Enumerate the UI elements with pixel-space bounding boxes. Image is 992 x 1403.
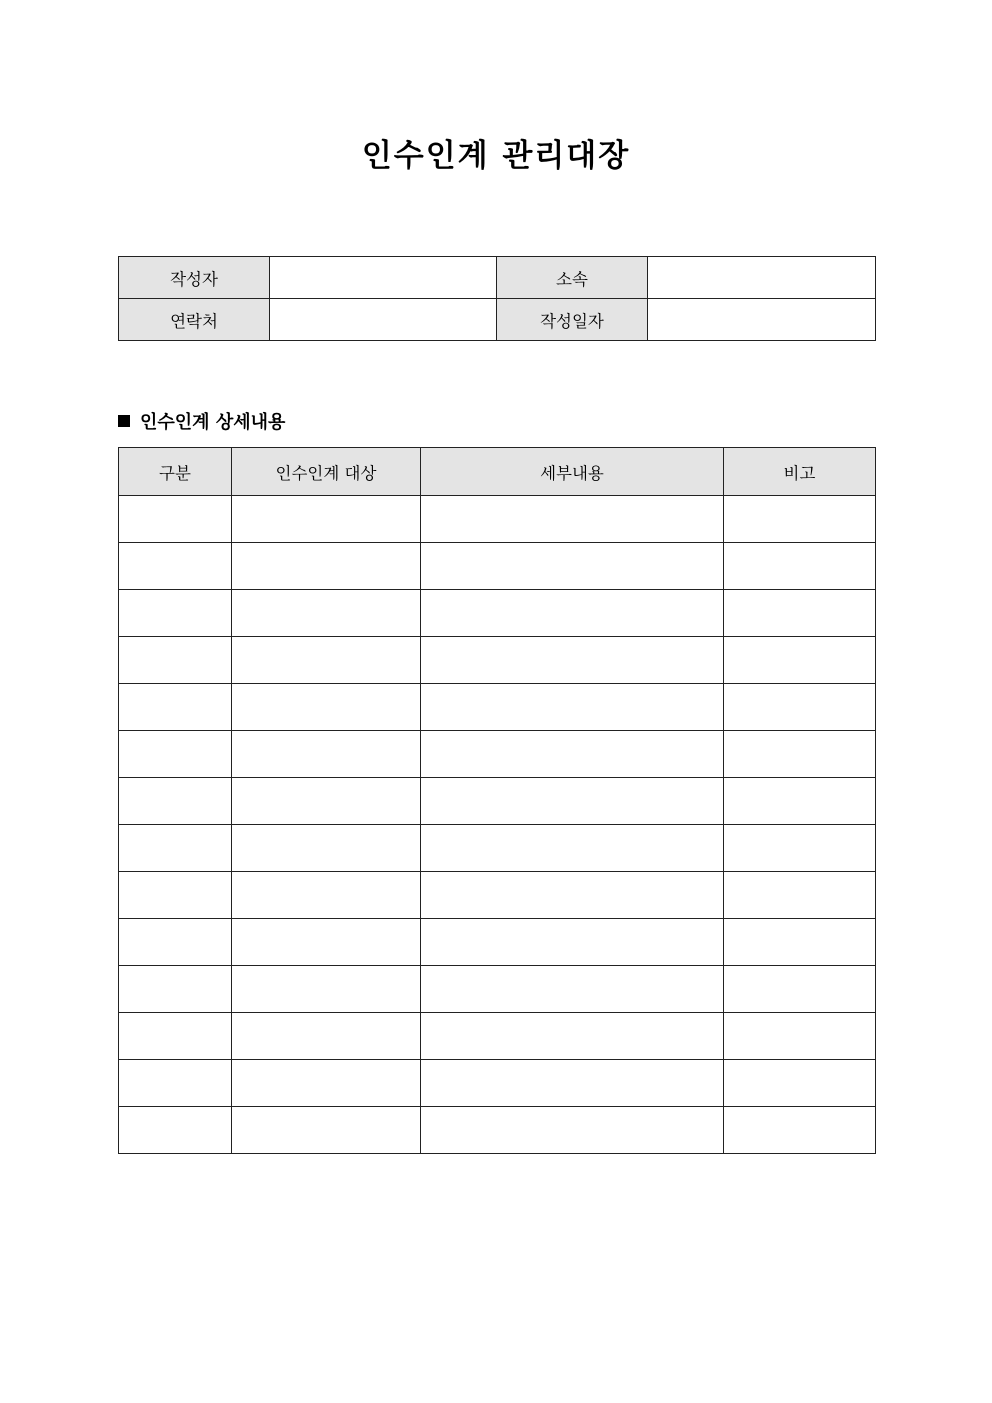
- square-bullet-icon: [118, 415, 130, 427]
- details-cell[interactable]: [421, 1107, 724, 1154]
- info-row: [119, 257, 876, 299]
- table-row: [119, 919, 876, 966]
- table-row: [119, 543, 876, 590]
- handover-target-cell[interactable]: [232, 731, 421, 778]
- details-cell[interactable]: [421, 1060, 724, 1107]
- table-row: [119, 1107, 876, 1154]
- contact-field[interactable]: [270, 299, 497, 341]
- handover-detail-table: [118, 447, 876, 1154]
- category-cell[interactable]: [119, 1107, 232, 1154]
- details-cell[interactable]: [421, 966, 724, 1013]
- contact-label: 연락처: [119, 299, 270, 341]
- table-body: [119, 496, 876, 1154]
- remarks-cell[interactable]: [724, 590, 876, 637]
- table-row: [119, 872, 876, 919]
- table-row: [119, 496, 876, 543]
- details-cell[interactable]: [421, 731, 724, 778]
- section-heading: [118, 409, 285, 437]
- date-label: 작성일자: [497, 299, 648, 341]
- category-cell[interactable]: [119, 919, 232, 966]
- table-row: [119, 966, 876, 1013]
- handover-target-cell[interactable]: [232, 919, 421, 966]
- handover-target-cell[interactable]: [232, 778, 421, 825]
- details-cell[interactable]: [421, 590, 724, 637]
- table-row: [119, 637, 876, 684]
- info-row: [119, 299, 876, 341]
- writer-info-table: [118, 256, 876, 341]
- department-field[interactable]: [648, 257, 876, 299]
- page-title: 인수인계 관리대장: [361, 138, 631, 174]
- details-cell[interactable]: [421, 496, 724, 543]
- header-handover-target: 인수인계 대상: [232, 448, 421, 496]
- table-row: [119, 684, 876, 731]
- table-row: [119, 1013, 876, 1060]
- remarks-cell[interactable]: [724, 496, 876, 543]
- remarks-cell[interactable]: [724, 966, 876, 1013]
- remarks-cell[interactable]: [724, 872, 876, 919]
- table-row: [119, 731, 876, 778]
- category-cell[interactable]: [119, 872, 232, 919]
- details-cell[interactable]: [421, 543, 724, 590]
- handover-target-cell[interactable]: [232, 543, 421, 590]
- department-label: 소속: [497, 257, 648, 299]
- date-field[interactable]: [648, 299, 876, 341]
- remarks-cell[interactable]: [724, 637, 876, 684]
- remarks-cell[interactable]: [724, 1013, 876, 1060]
- table-row: [119, 825, 876, 872]
- details-cell[interactable]: [421, 1013, 724, 1060]
- table-row: [119, 590, 876, 637]
- details-cell[interactable]: [421, 872, 724, 919]
- handover-target-cell[interactable]: [232, 1107, 421, 1154]
- category-cell[interactable]: [119, 1060, 232, 1107]
- category-cell[interactable]: [119, 825, 232, 872]
- handover-target-cell[interactable]: [232, 1060, 421, 1107]
- details-cell[interactable]: [421, 778, 724, 825]
- table-header-row: [119, 448, 876, 496]
- remarks-cell[interactable]: [724, 778, 876, 825]
- category-cell[interactable]: [119, 496, 232, 543]
- remarks-cell[interactable]: [724, 1060, 876, 1107]
- header-details: 세부내용: [421, 448, 724, 496]
- table-row: [119, 778, 876, 825]
- remarks-cell[interactable]: [724, 731, 876, 778]
- category-cell[interactable]: [119, 637, 232, 684]
- category-cell[interactable]: [119, 590, 232, 637]
- category-cell[interactable]: [119, 543, 232, 590]
- handover-target-cell[interactable]: [232, 590, 421, 637]
- table-row: [119, 1060, 876, 1107]
- handover-target-cell[interactable]: [232, 496, 421, 543]
- details-cell[interactable]: [421, 825, 724, 872]
- header-remarks: 비고: [724, 448, 876, 496]
- remarks-cell[interactable]: [724, 825, 876, 872]
- remarks-cell[interactable]: [724, 543, 876, 590]
- category-cell[interactable]: [119, 966, 232, 1013]
- handover-target-cell[interactable]: [232, 825, 421, 872]
- handover-target-cell[interactable]: [232, 684, 421, 731]
- handover-target-cell[interactable]: [232, 1013, 421, 1060]
- category-cell[interactable]: [119, 778, 232, 825]
- handover-target-cell[interactable]: [232, 637, 421, 684]
- details-cell[interactable]: [421, 637, 724, 684]
- remarks-cell[interactable]: [724, 684, 876, 731]
- handover-target-cell[interactable]: [232, 966, 421, 1013]
- category-cell[interactable]: [119, 684, 232, 731]
- handover-target-cell[interactable]: [232, 872, 421, 919]
- category-cell[interactable]: [119, 1013, 232, 1060]
- writer-label: 작성자: [119, 257, 270, 299]
- writer-field[interactable]: [270, 257, 497, 299]
- details-cell[interactable]: [421, 684, 724, 731]
- header-category: 구분: [119, 448, 232, 496]
- remarks-cell[interactable]: [724, 919, 876, 966]
- remarks-cell[interactable]: [724, 1107, 876, 1154]
- section-title: 인수인계 상세내용: [140, 412, 286, 433]
- details-cell[interactable]: [421, 919, 724, 966]
- category-cell[interactable]: [119, 731, 232, 778]
